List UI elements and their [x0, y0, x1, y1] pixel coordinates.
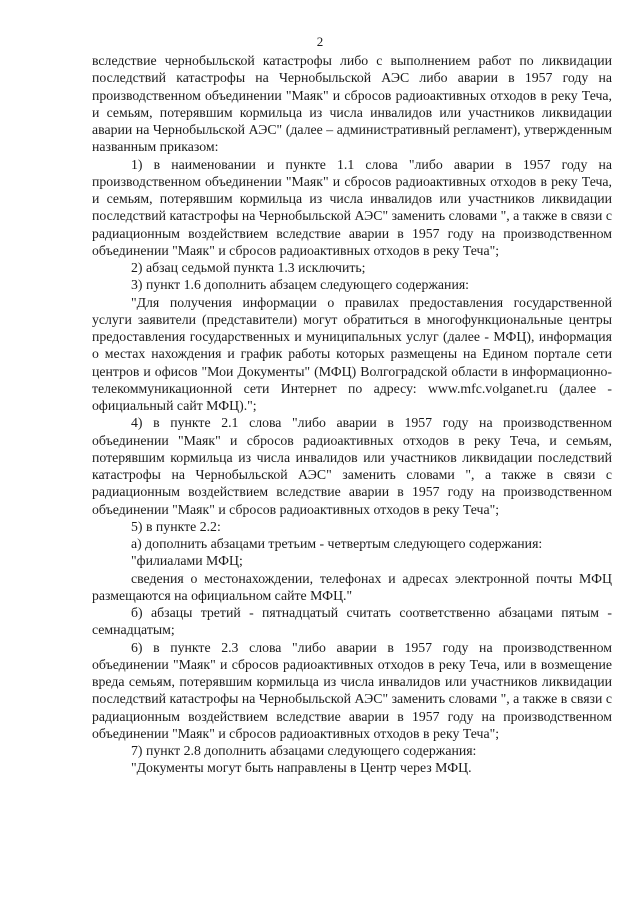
paragraph-quote-branches: "филиалами МФЦ; [131, 553, 243, 569]
paragraph-quote-contacts: сведения о местонахождении, телефонах и адресах электронной почты МФЦ размещаются на официальном сайте МФЦ." [92, 570, 612, 603]
paragraph-item-7: 7) пункт 2.8 дополнить абзацами следующего содержания: [131, 743, 477, 758]
paragraph-quote-documents: "Документы могут быть направлены в Центр через МФЦ. [131, 760, 472, 776]
paragraph-continuation: вследствие чернобыльской катастрофы либо с выполнением работ по ликвидации последствий катастрофы на Чернобыльской АЭС либо аварии в 1957 году на производственном объединении "Маяк" и сбросов радиоактивных отходов в реку Теча, и семьям, потерявшим кормильца из числа инвалидов или участников ликвидации аварии на Чернобыльской АЭС" (далее – административный регламент), утвержденным названным приказом: [92, 53, 612, 155]
page-number: 2 [316, 34, 324, 49]
document-body [92, 52, 612, 777]
paragraph-item-3: 3) пункт 1.6 дополнить абзацем следующего содержания: [131, 277, 470, 293]
paragraph-item-2: 2) абзац седьмой пункта 1.3 исключить; [131, 260, 366, 275]
paragraph-item-4: 4) в пункте 2.1 слова "либо аварии в 1957 году на производственном объединении "Маяк" и сбросов радиоактивных отходов в реку Теча, и семьям, потерявшим кормильца из числа инвалидов или участников ликвидации последствий катастрофы на Чернобыльской АЭС" заменить словами ", а также в связи с радиационным воздействием вследствие аварии в 1957 году на производственном объединении "Маяк" и сбросов радиоактивных отходов в реку Теча"; [92, 415, 612, 517]
paragraph-item-5: 5) в пункте 2.2: [131, 518, 221, 534]
paragraph-quote-mfc-info: "Для получения информации о правилах предоставления государственной услуги заявители (представители) могут обратиться в многофункциональные центры предоставления государственных и муниципальных услуг (далее - МФЦ), информация о местах нахождения и график работы которых размещены на Едином портале сети центров и офисов "Мои Документы" (МФЦ) Волгоградской области в информационно-телекоммуникационной сети Интернет по адресу: www.mfc.volganet.ru (далее - официальный сайт МФЦ)."; [92, 294, 612, 413]
paragraph-subitem-a: а) дополнить абзацами третьим - четвертым следующего содержания: [131, 536, 543, 551]
paragraph-item-1: 1) в наименовании и пункте 1.1 слова "либо аварии в 1957 году на производственном объединении "Маяк" и сбросов радиоактивных отходов в реку Теча, и семьям, потерявшим кормильца из числа инвалидов или участников ликвидации последствий катастрофы на Чернобыльской АЭС" заменить словами ", а также в связи с радиационным воздействием вследствие аварии в 1957 году на производственном объединении "Маяк" и сбросов радиоактивных отходов в реку Теча"; [92, 156, 612, 258]
paragraph-subitem-b: б) абзацы третий - пятнадцатый считать соответственно абзацами пятым - семнадцатым; [92, 605, 612, 638]
paragraph-item-6: 6) в пункте 2.3 слова "либо аварии в 1957 году на производственном объединении "Маяк" и сбросов радиоактивных отходов в реку Теча, или в возмещение вреда семьям, потерявшим кормильца из числа инвалидов или участников ликвидации последствий катастрофы на Чернобыльской АЭС" заменить словами ", а также в связи с радиационным воздействием вследствие аварии в 1957 году на производственном объединении "Маяк" и сбросов радиоактивных отходов в реку Теча"; [92, 639, 612, 741]
